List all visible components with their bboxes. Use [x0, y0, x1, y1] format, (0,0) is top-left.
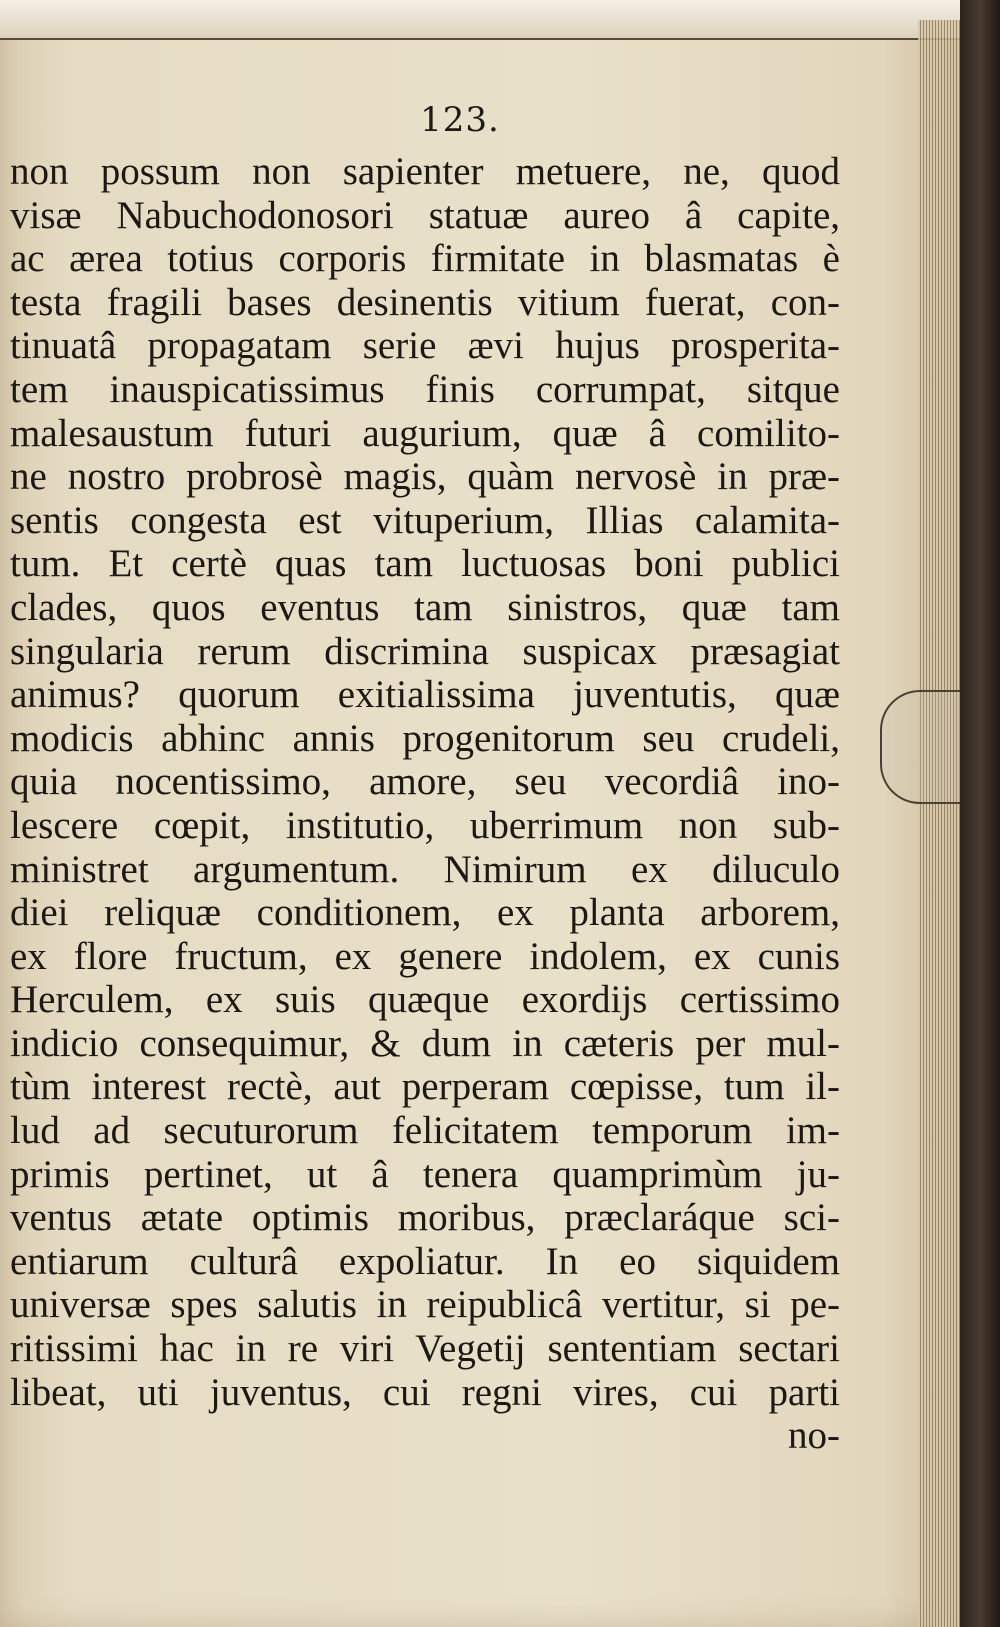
text-line: animus? quorum exitialissima juventutis, quæ	[10, 673, 840, 717]
text-line: singularia rerum discrimina suspicax præsagiat	[10, 629, 840, 673]
text-line: modicis abhinc annis progenitorum seu crudeli,	[10, 716, 840, 760]
page-number: 123.	[420, 100, 500, 140]
page-clip	[880, 690, 972, 804]
text-line: lescere cœpit, institutio, uberrimum non sub-	[10, 803, 840, 847]
text-line: lud ad secuturorum felicitatem temporum im-	[10, 1109, 840, 1153]
text-line: malesaustum futuri augurium, quæ â comilito-	[10, 411, 840, 455]
text-line: visæ Nabuchodonosori statuæ aureo â capite,	[10, 193, 840, 237]
book-spine	[960, 0, 1000, 1627]
text-line: indicio consequimur, & dum in cæteris per mul-	[10, 1021, 840, 1065]
text-line: primis pertinet, ut â tenera quamprimùm ju-	[10, 1152, 840, 1196]
text-line: non possum non sapienter metuere, ne, quod	[10, 150, 840, 193]
text-line: tum. Et certè quas tam luctuosas boni publici	[10, 542, 840, 586]
text-line: tinuatâ propagatam serie ævi hujus prosperita-	[10, 324, 840, 368]
text-line: Herculem, ex suis quæque exordijs certissimo	[10, 978, 840, 1022]
text-line: libeat, uti juventus, cui regni vires, cui parti	[10, 1370, 840, 1414]
page-edges	[918, 20, 960, 1627]
text-line: ministret argumentum. Nimirum ex diluculo	[10, 847, 840, 891]
text-line: tùm interest rectè, aut perperam cœpisse, tum il-	[10, 1065, 840, 1109]
catchword: no-	[788, 1414, 840, 1458]
text-line: ne nostro probrosè magis, quàm nervosè in præ-	[10, 455, 840, 499]
text-line: tem inauspicatissimus finis corrumpat, sitque	[10, 367, 840, 411]
text-line: quia nocentissimo, amore, seu vecordiâ ino-	[10, 760, 840, 804]
text-line: entiarum culturâ expoliatur. In eo siquidem	[10, 1239, 840, 1283]
text-line: testa fragili bases desinentis vitium fuerat, con-	[10, 280, 840, 324]
text-line: ventus ætate optimis moribus, præclaráque sci-	[10, 1196, 840, 1240]
body-text	[10, 150, 840, 1458]
text-line: clades, quos eventus tam sinistros, quæ tam	[10, 585, 840, 629]
text-line: ritissimi hac in re viri Vegetij sententiam sectari	[10, 1327, 840, 1371]
text-line: ac ærea totius corporis firmitate in blasmatas è	[10, 237, 840, 281]
text-line: ex flore fructum, ex genere indolem, ex cunis	[10, 934, 840, 978]
text-line: diei reliquæ conditionem, ex planta arborem,	[10, 891, 840, 935]
page-top-edge	[0, 0, 960, 40]
text-line: universæ spes salutis in reipublicâ vertitur, si pe-	[10, 1283, 840, 1327]
text-line: sentis congesta est vituperium, Illias calamita-	[10, 498, 840, 542]
